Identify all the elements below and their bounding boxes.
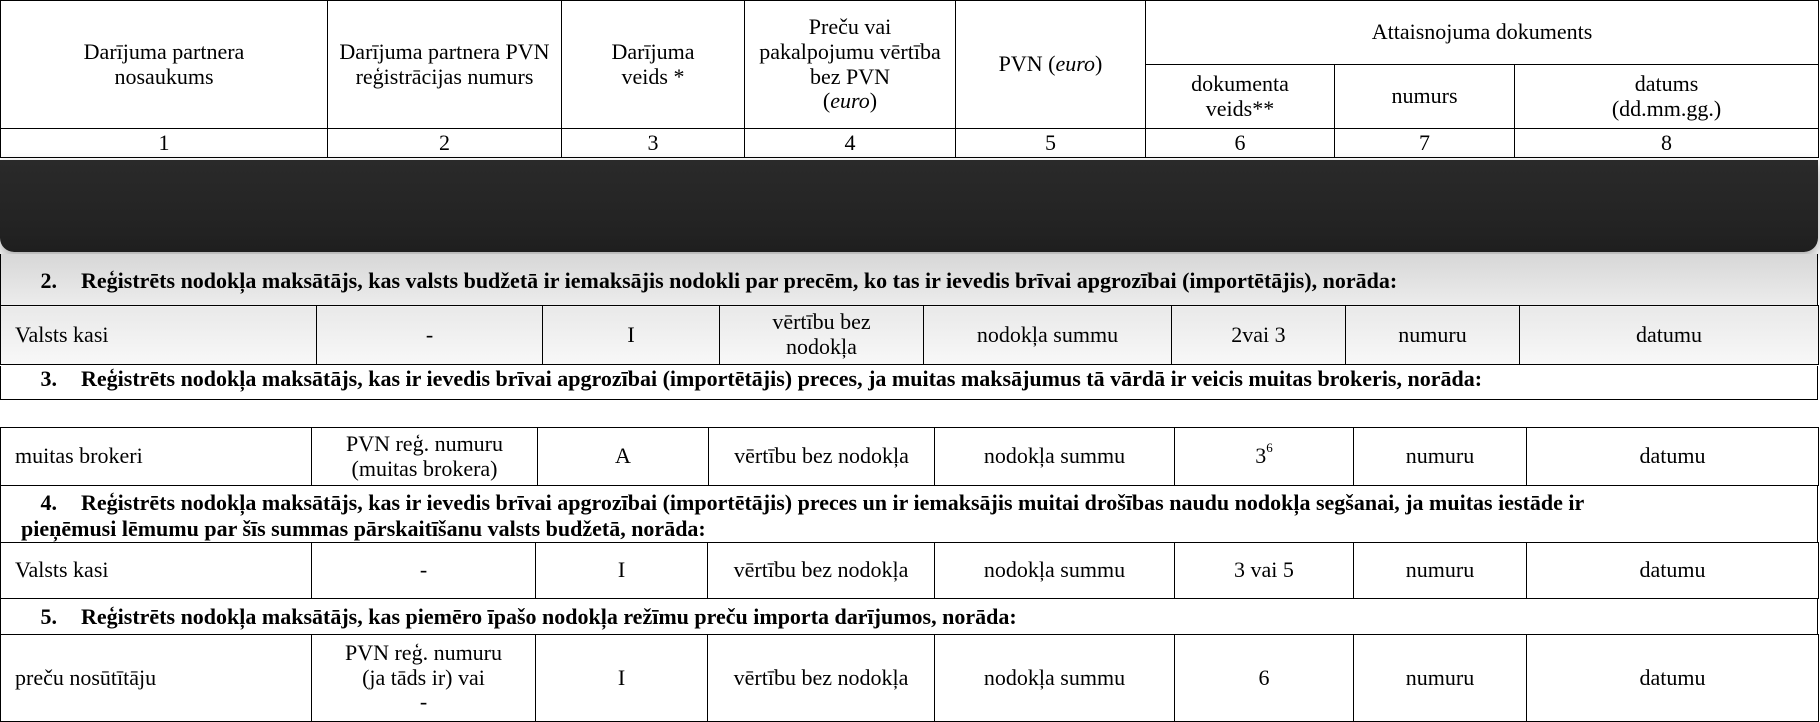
- s3-doc-type: [1175, 428, 1354, 486]
- col-number-8: 8: [1515, 129, 1819, 158]
- section-3-title: [0, 366, 1818, 400]
- s5-type: I: [536, 635, 708, 722]
- col-number-4: 4: [745, 129, 956, 158]
- s2-doc-type: 2vai 3: [1172, 306, 1346, 365]
- s4-vat-sum: nodokļa summu: [935, 543, 1175, 599]
- s2-vat-sum: nodokļa summu: [924, 306, 1172, 365]
- section-4-text-line2: pieņēmusi lēmumu par šīs summas pārskaitīšanu valsts budžetā, norāda:: [21, 516, 706, 541]
- section-5-number: 5.: [40, 604, 57, 629]
- col-number-7: 7: [1335, 129, 1515, 158]
- col-number-6: 6: [1146, 129, 1335, 158]
- section-5-title: [0, 598, 1818, 634]
- header-goods-value-text: Preču vai pakalpojumu vērtība bez PVN: [759, 14, 941, 89]
- s3-vat-number: PVN reģ. numuru (muitas brokera): [312, 428, 538, 486]
- header-partner-vat: Darījuma partnera PVN reģistrācijas numurs: [328, 1, 562, 129]
- s4-vat-number: -: [312, 543, 536, 599]
- s3-value: vērtību bez nodokļa: [709, 428, 935, 486]
- section-5-row: [0, 634, 1819, 722]
- header-partner-name: Darījuma partnera nosaukums: [1, 1, 328, 129]
- section-3-text: Reģistrēts nodokļa maksātājs, kas ir ievedis brīvai apgrozībai (importētājis) preces, ja muitas maksājumus tā vārdā ir veicis muitas brokeris, norāda:: [81, 366, 1483, 391]
- section-4-row: [0, 542, 1819, 599]
- section-2-title: [0, 254, 1818, 306]
- s5-vat-number-dash: -: [419, 689, 428, 715]
- header-document-number: numurs: [1335, 65, 1515, 129]
- section-2-number: 2.: [40, 268, 57, 293]
- header-table: [0, 0, 1819, 158]
- col-number-3: 3: [562, 129, 745, 158]
- section-4-number: 4.: [40, 490, 57, 515]
- col-number-1: 1: [1, 129, 328, 158]
- section-3-number: 3.: [40, 366, 57, 391]
- s5-vat-number-text: PVN reģ. numuru (ja tāds ir) vai: [344, 640, 503, 690]
- section-4-text-line1: Reģistrēts nodokļa maksātājs, kas ir ievedis brīvai apgrozībai (importētājis) preces un ir iemaksājis muitai drošības naudu nodokļa segšanai, ja muitas iestāde ir: [81, 490, 1585, 515]
- s4-value: vērtību bez nodokļa: [708, 543, 935, 599]
- section-2-text: Reģistrēts nodokļa maksātājs, kas valsts budžetā ir iemaksājis nodokli par precēm, ko tas ir ievedis brīvai apgrozībai (importētājis), norāda:: [81, 268, 1398, 293]
- header-justification-document: Attaisnojuma dokuments: [1146, 1, 1819, 65]
- s3-doc-type-value: 3: [1255, 443, 1267, 469]
- s5-value: vērtību bez nodokļa: [708, 635, 935, 722]
- section-5-text: Reģistrēts nodokļa maksātājs, kas piemēro īpašo nodokļa režīmu preču importa darījumos, norāda:: [81, 604, 1017, 629]
- section-3-row: [0, 427, 1819, 486]
- s2-partner: Valsts kasi: [1, 306, 317, 365]
- s5-doc-type: 6: [1175, 635, 1354, 722]
- s5-vat-number: [312, 635, 536, 722]
- s2-doc-date: datumu: [1520, 306, 1819, 365]
- header-vat-text: PVN: [998, 51, 1043, 77]
- header-vat: PVN (euro): [956, 1, 1146, 129]
- s5-doc-date: datumu: [1527, 635, 1819, 722]
- s2-vat-number: -: [317, 306, 543, 365]
- header-document-date: datums (dd.mm.gg.): [1515, 65, 1819, 129]
- s3-type: A: [538, 428, 709, 486]
- header-goods-value-unit: euro: [830, 88, 870, 114]
- s3-doc-date: datumu: [1527, 428, 1819, 486]
- s3-partner: muitas brokeri: [1, 428, 312, 486]
- col-number-2: 2: [328, 129, 562, 158]
- s4-partner: Valsts kasi: [1, 543, 312, 599]
- s2-type: I: [543, 306, 720, 365]
- header-goods-value: Preču vai pakalpojumu vērtība bez PVN (euro): [745, 1, 956, 129]
- s4-doc-type: 3 vai 5: [1175, 543, 1354, 599]
- s5-vat-sum: nodokļa summu: [935, 635, 1175, 722]
- header-vat-unit: euro: [1055, 51, 1096, 77]
- s3-doc-number: numuru: [1354, 428, 1527, 486]
- header-document-type: dokumenta veids**: [1146, 65, 1335, 129]
- col-number-5: 5: [956, 129, 1146, 158]
- s2-doc-number: numuru: [1346, 306, 1520, 365]
- s2-value: vērtību bez nodokļa: [720, 306, 924, 365]
- section-4-title: [0, 486, 1818, 542]
- s4-doc-date: datumu: [1527, 543, 1819, 599]
- s3-doc-type-footnote: 6: [1266, 440, 1273, 456]
- s3-vat-sum: nodokļa summu: [935, 428, 1175, 486]
- section-2-row: [0, 305, 1819, 365]
- s5-partner: preču nosūtītāju: [1, 635, 312, 722]
- header-transaction-type: Darījuma veids *: [562, 1, 745, 129]
- s5-doc-number: numuru: [1354, 635, 1527, 722]
- dark-overlay-band: [0, 160, 1818, 252]
- s4-type: I: [536, 543, 708, 599]
- s4-doc-number: numuru: [1354, 543, 1527, 599]
